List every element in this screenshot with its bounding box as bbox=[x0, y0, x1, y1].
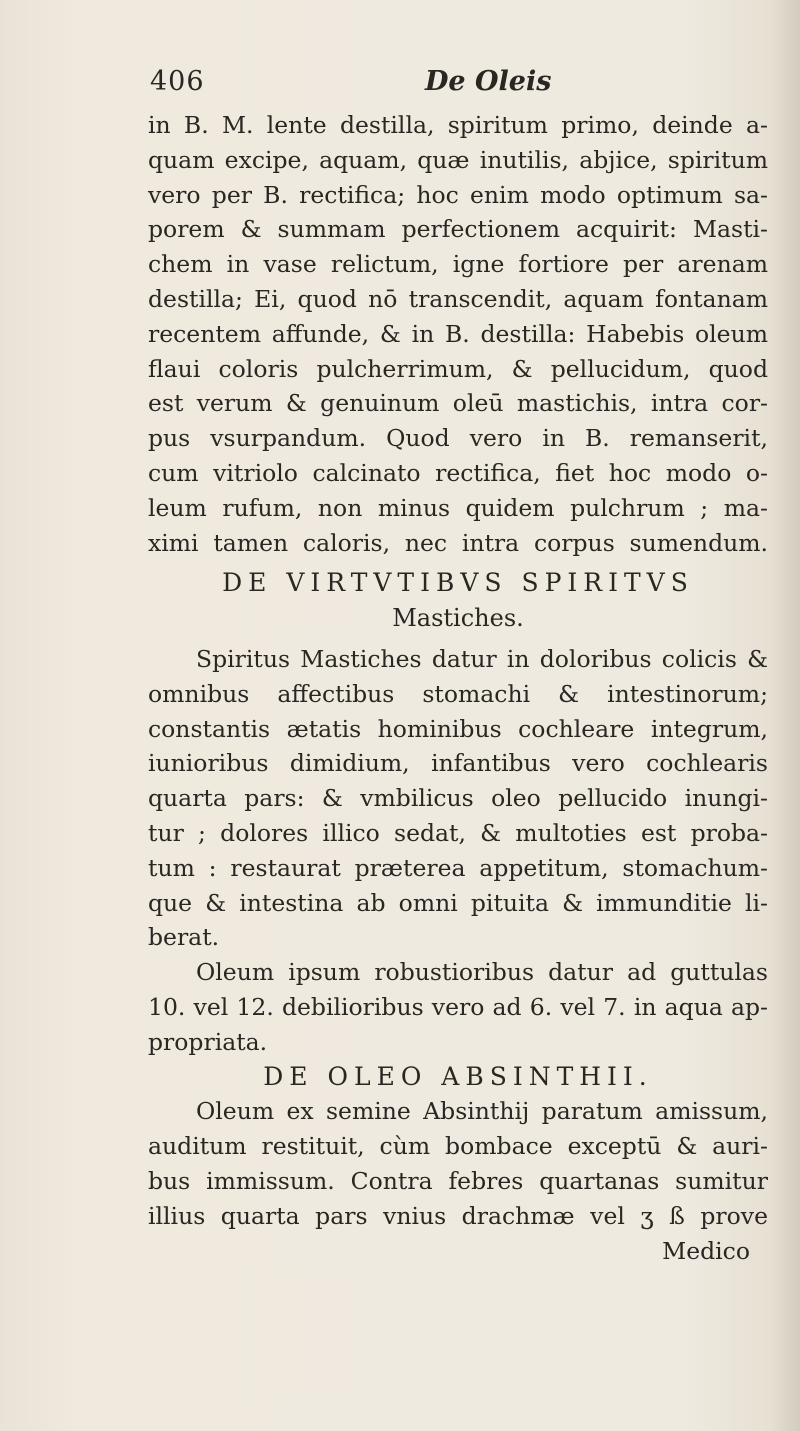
text-line: iunioribus dimidium, infantibus vero cochlearis bbox=[148, 749, 768, 778]
text-line: destilla; Ei, quod nō transcendit, aquam fontanam bbox=[148, 284, 768, 313]
text-line: tur ; dolores illico sedat, & multoties est proba- bbox=[148, 818, 768, 847]
text-line: recentem affunde, & in B. destilla: Habebis oleum bbox=[148, 319, 768, 348]
text-line: berat. bbox=[148, 923, 220, 952]
text-line: est verum & genuinum oleū mastichis, intra cor- bbox=[148, 389, 768, 418]
section-subheading: Mastiches. bbox=[392, 604, 524, 633]
page-number: 406 bbox=[150, 66, 205, 97]
text-line: illius quarta pars vnius drachmæ vel ʒ ß prove bbox=[148, 1201, 768, 1230]
text-line: quarta pars: & vmbilicus oleo pellucido inungi- bbox=[148, 784, 768, 813]
paragraph-2 bbox=[148, 642, 768, 955]
body-text bbox=[148, 108, 768, 1268]
text-line: chem in vase relictum, igne fortiore per arenam bbox=[148, 250, 768, 279]
text-line: vero per B. rectifica; hoc enim modo optimum sa- bbox=[148, 180, 768, 209]
text-line: 10. vel 12. debilioribus vero ad 6. vel 7. in aqua ap- bbox=[148, 992, 768, 1021]
text-line: cum vitriolo calcinato rectifica, fiet hoc modo o- bbox=[148, 458, 768, 487]
text-line: Oleum ex semine Absinthij paratum amissum, bbox=[196, 1097, 768, 1126]
section-heading: DE OLEO ABSINTHII. bbox=[263, 1061, 653, 1091]
paragraph-4 bbox=[148, 1094, 768, 1233]
text-line: Oleum ipsum robustioribus datur ad guttulas bbox=[196, 958, 768, 987]
text-line: auditum restituit, cùm bombace exceptū & auri- bbox=[148, 1132, 768, 1161]
text-line: leum rufum, non minus quidem pulchrum ; ma- bbox=[148, 493, 768, 522]
text-line: omnibus affectibus stomachi & intestinorum; bbox=[148, 679, 768, 708]
page-header bbox=[150, 66, 750, 106]
text-line: constantis ætatis hominibus cochleare integrum, bbox=[148, 714, 768, 743]
paragraph-3 bbox=[148, 955, 768, 1059]
page-edge-shadow bbox=[770, 0, 800, 1431]
text-line: porem & summam perfectionem acquirit: Masti- bbox=[148, 215, 768, 244]
catchword: Medico bbox=[662, 1236, 750, 1265]
text-line: pus vsurpandum. Quod vero in B. remanserit, bbox=[148, 424, 768, 453]
text-line: tum : restaurat præterea appetitum, stomachum- bbox=[148, 853, 768, 882]
text-line: in B. M. lente destilla, spiritum primo, deinde a- bbox=[148, 111, 768, 139]
text-line: ximi tamen caloris, nec intra corpus sumendum. bbox=[148, 528, 768, 557]
text-line: bus immissum. Contra febres quartanas sumitur bbox=[148, 1166, 768, 1195]
text-line: quam excipe, aquam, quæ inutilis, abjice, spiritum bbox=[148, 145, 768, 174]
paragraph-1 bbox=[148, 108, 768, 560]
running-head: De Oleis bbox=[425, 66, 552, 97]
text-line: flaui coloris pulcherrimum, & pellucidum, quod bbox=[148, 354, 768, 383]
section-heading: DE VIRTVTIBVS SPIRITVS bbox=[222, 568, 694, 598]
text-line: propriata. bbox=[148, 1027, 268, 1056]
text-line: Spiritus Mastiches datur in doloribus colicis & bbox=[196, 644, 768, 673]
text-line: que & intestina ab omni pituita & immunditie li- bbox=[148, 888, 768, 917]
